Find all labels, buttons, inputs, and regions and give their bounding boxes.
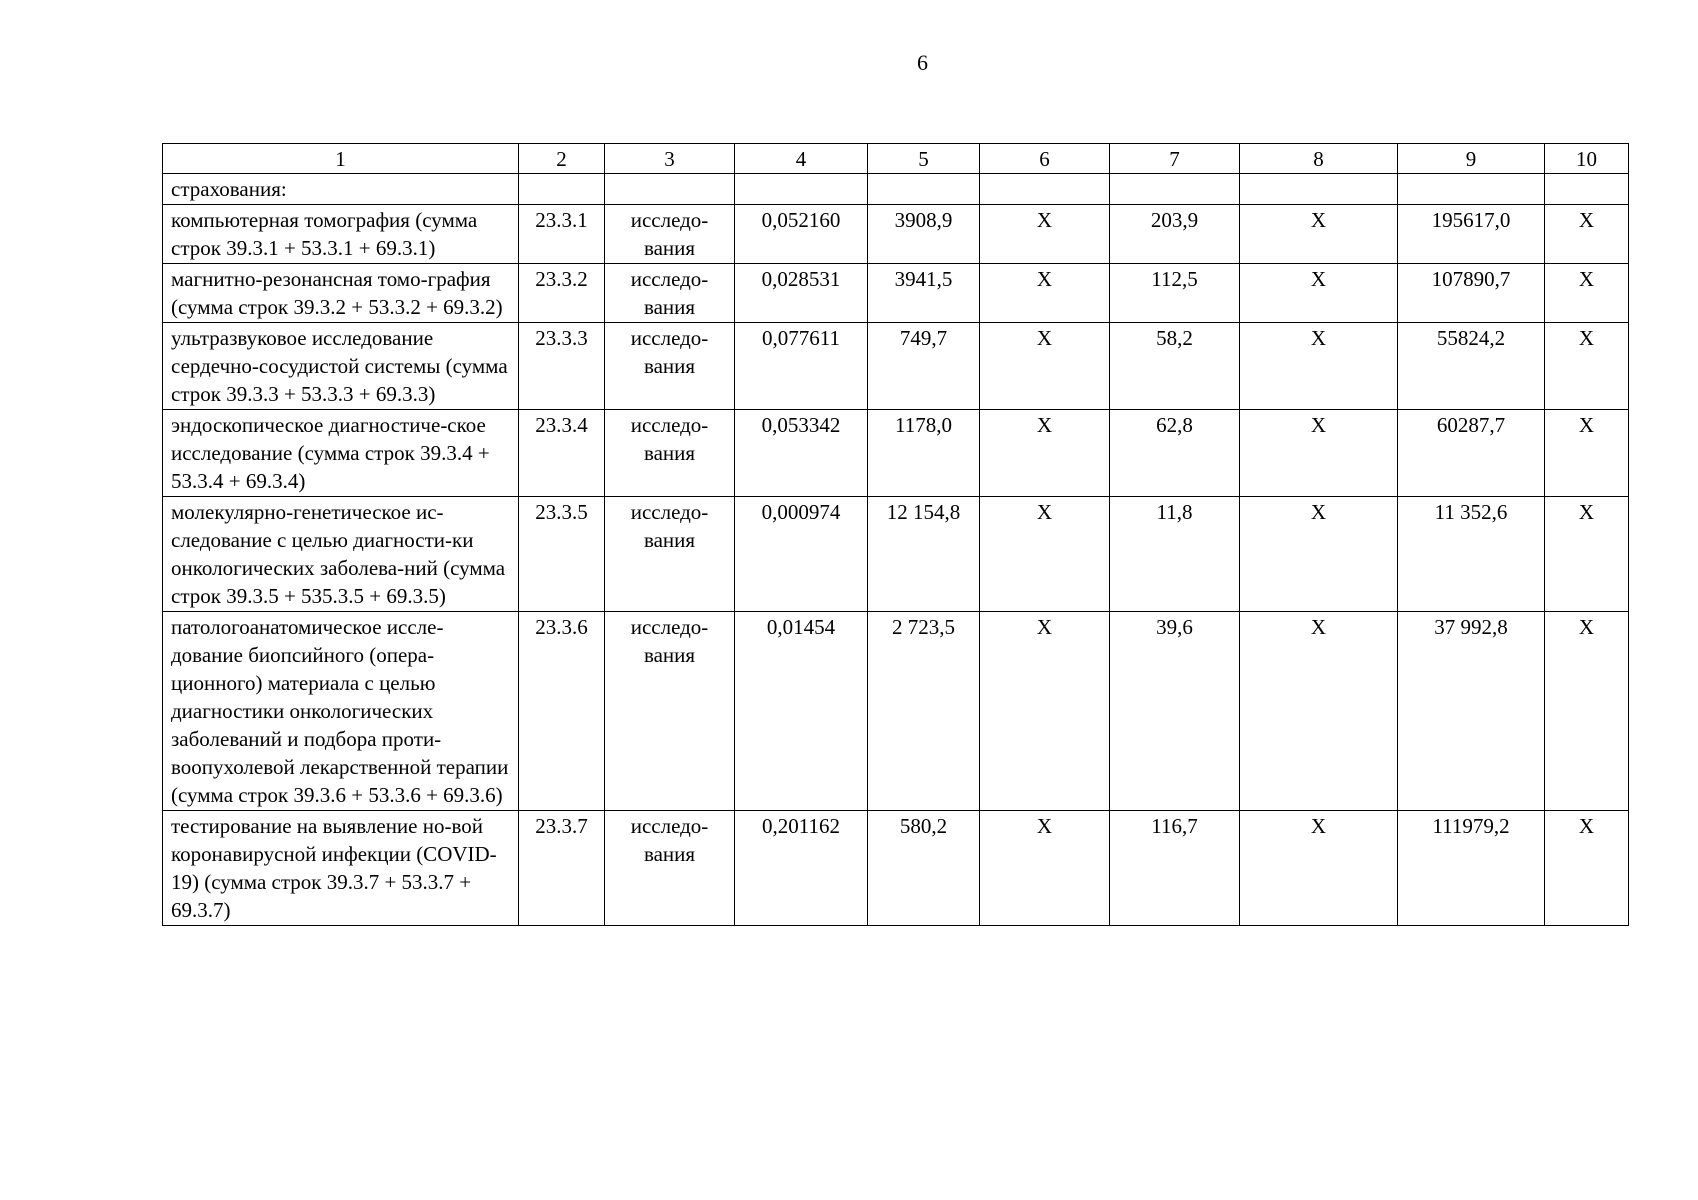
cell-col-6: Х: [980, 205, 1110, 264]
cell-col-6: Х: [980, 323, 1110, 410]
column-header: 9: [1398, 144, 1545, 174]
cell-col-5: 3941,5: [868, 264, 980, 323]
cell-col-9: 55824,2: [1398, 323, 1545, 410]
cell-col-5: 3908,9: [868, 205, 980, 264]
cell-row-code: 23.3.6: [519, 612, 605, 811]
cell-col-7: 116,7: [1110, 811, 1240, 926]
cell-col-4: 0,028531: [735, 264, 868, 323]
cell-col-9: 195617,0: [1398, 205, 1545, 264]
cell-col-10: Х: [1545, 811, 1629, 926]
cell-col-4: 0,01454: [735, 612, 868, 811]
cell-col-8: Х: [1240, 811, 1398, 926]
cell-col-8: Х: [1240, 410, 1398, 497]
column-header: 6: [980, 144, 1110, 174]
empty-cell: [1240, 174, 1398, 205]
cell-col-4: 0,053342: [735, 410, 868, 497]
cell-col-7: 58,2: [1110, 323, 1240, 410]
cell-col-7: 112,5: [1110, 264, 1240, 323]
empty-cell: [1545, 174, 1629, 205]
column-header: 7: [1110, 144, 1240, 174]
cell-indicator-name: ультразвуковое исследование сердечно-сосудистой системы (сумма строк 39.3.3 + 53.3.3 + 69.3.3): [163, 323, 519, 410]
cell-unit: исследо-вания: [605, 205, 735, 264]
table-row: [163, 612, 1629, 811]
cell-unit: исследо-вания: [605, 497, 735, 612]
column-header-row: [163, 144, 1629, 174]
cell-col-10: Х: [1545, 497, 1629, 612]
page-number: 6: [917, 50, 928, 75]
cell-col-8: Х: [1240, 612, 1398, 811]
cell-col-5: 12 154,8: [868, 497, 980, 612]
empty-cell: [868, 174, 980, 205]
table-row: [163, 323, 1629, 410]
column-header: 2: [519, 144, 605, 174]
cell-col-4: 0,052160: [735, 205, 868, 264]
column-header: 5: [868, 144, 980, 174]
cell-row-code: 23.3.4: [519, 410, 605, 497]
cell-col-7: 11,8: [1110, 497, 1240, 612]
cell-col-8: Х: [1240, 205, 1398, 264]
cell-row-code: 23.3.3: [519, 323, 605, 410]
table-row: [163, 264, 1629, 323]
cell-col-4: 0,077611: [735, 323, 868, 410]
cell-row-code: 23.3.5: [519, 497, 605, 612]
cell-indicator-name: эндоскопическое диагностиче-ское исследование (сумма строк 39.3.4 + 53.3.4 + 69.3.4): [163, 410, 519, 497]
data-table: [162, 143, 1629, 926]
section-label: страхования:: [163, 174, 519, 205]
cell-col-8: Х: [1240, 323, 1398, 410]
cell-col-5: 580,2: [868, 811, 980, 926]
empty-cell: [735, 174, 868, 205]
cell-col-5: 2 723,5: [868, 612, 980, 811]
cell-row-code: 23.3.7: [519, 811, 605, 926]
table-row: [163, 205, 1629, 264]
table-row: [163, 410, 1629, 497]
cell-indicator-name: молекулярно-генетическое ис-следование с целью диагности-ки онкологических заболева-ний (сумма строк 39.3.5 + 535.3.5 + 69.3.5): [163, 497, 519, 612]
cell-col-9: 111979,2: [1398, 811, 1545, 926]
empty-cell: [605, 174, 735, 205]
cell-col-6: Х: [980, 410, 1110, 497]
cell-col-10: Х: [1545, 323, 1629, 410]
cell-col-9: 107890,7: [1398, 264, 1545, 323]
table-row: [163, 811, 1629, 926]
column-header: 1: [163, 144, 519, 174]
cell-col-9: 37 992,8: [1398, 612, 1545, 811]
table-row: [163, 497, 1629, 612]
cell-col-10: Х: [1545, 264, 1629, 323]
empty-cell: [1110, 174, 1240, 205]
cell-col-10: Х: [1545, 205, 1629, 264]
cell-col-4: 0,000974: [735, 497, 868, 612]
cell-col-4: 0,201162: [735, 811, 868, 926]
cell-unit: исследо-вания: [605, 811, 735, 926]
cell-unit: исследо-вания: [605, 264, 735, 323]
empty-cell: [1398, 174, 1545, 205]
cell-col-7: 203,9: [1110, 205, 1240, 264]
cell-col-10: Х: [1545, 612, 1629, 811]
cell-row-code: 23.3.1: [519, 205, 605, 264]
empty-cell: [980, 174, 1110, 205]
cell-col-8: Х: [1240, 497, 1398, 612]
cell-indicator-name: компьютерная томография (сумма строк 39.3.1 + 53.3.1 + 69.3.1): [163, 205, 519, 264]
column-header: 3: [605, 144, 735, 174]
cell-indicator-name: магнитно-резонансная томо-графия (сумма строк 39.3.2 + 53.3.2 + 69.3.2): [163, 264, 519, 323]
cell-col-6: Х: [980, 264, 1110, 323]
section-row: [163, 174, 1629, 205]
empty-cell: [519, 174, 605, 205]
cell-indicator-name: тестирование на выявление но-вой коронавирусной инфекции (COVID-19) (сумма строк 39.3.7 + 53.3.7 + 69.3.7): [163, 811, 519, 926]
cell-col-6: Х: [980, 612, 1110, 811]
cell-col-8: Х: [1240, 264, 1398, 323]
cell-row-code: 23.3.2: [519, 264, 605, 323]
cell-indicator-name: патологоанатомическое иссле-дование биопсийного (опера-ционного) материала с целью диагностики онкологических заболеваний и подбора проти-воопухолевой лекарственной терапии (сумма строк 39.3.6 + 53.3.6 + 69.3.6): [163, 612, 519, 811]
cell-col-5: 1178,0: [868, 410, 980, 497]
cell-col-6: Х: [980, 811, 1110, 926]
cell-col-9: 60287,7: [1398, 410, 1545, 497]
cell-col-5: 749,7: [868, 323, 980, 410]
cell-unit: исследо-вания: [605, 612, 735, 811]
cell-col-7: 62,8: [1110, 410, 1240, 497]
cell-col-6: Х: [980, 497, 1110, 612]
cell-unit: исследо-вания: [605, 323, 735, 410]
cell-col-9: 11 352,6: [1398, 497, 1545, 612]
cell-unit: исследо-вания: [605, 410, 735, 497]
cell-col-10: Х: [1545, 410, 1629, 497]
column-header: 10: [1545, 144, 1629, 174]
column-header: 4: [735, 144, 868, 174]
cell-col-7: 39,6: [1110, 612, 1240, 811]
data-rows: [163, 205, 1629, 926]
column-header: 8: [1240, 144, 1398, 174]
